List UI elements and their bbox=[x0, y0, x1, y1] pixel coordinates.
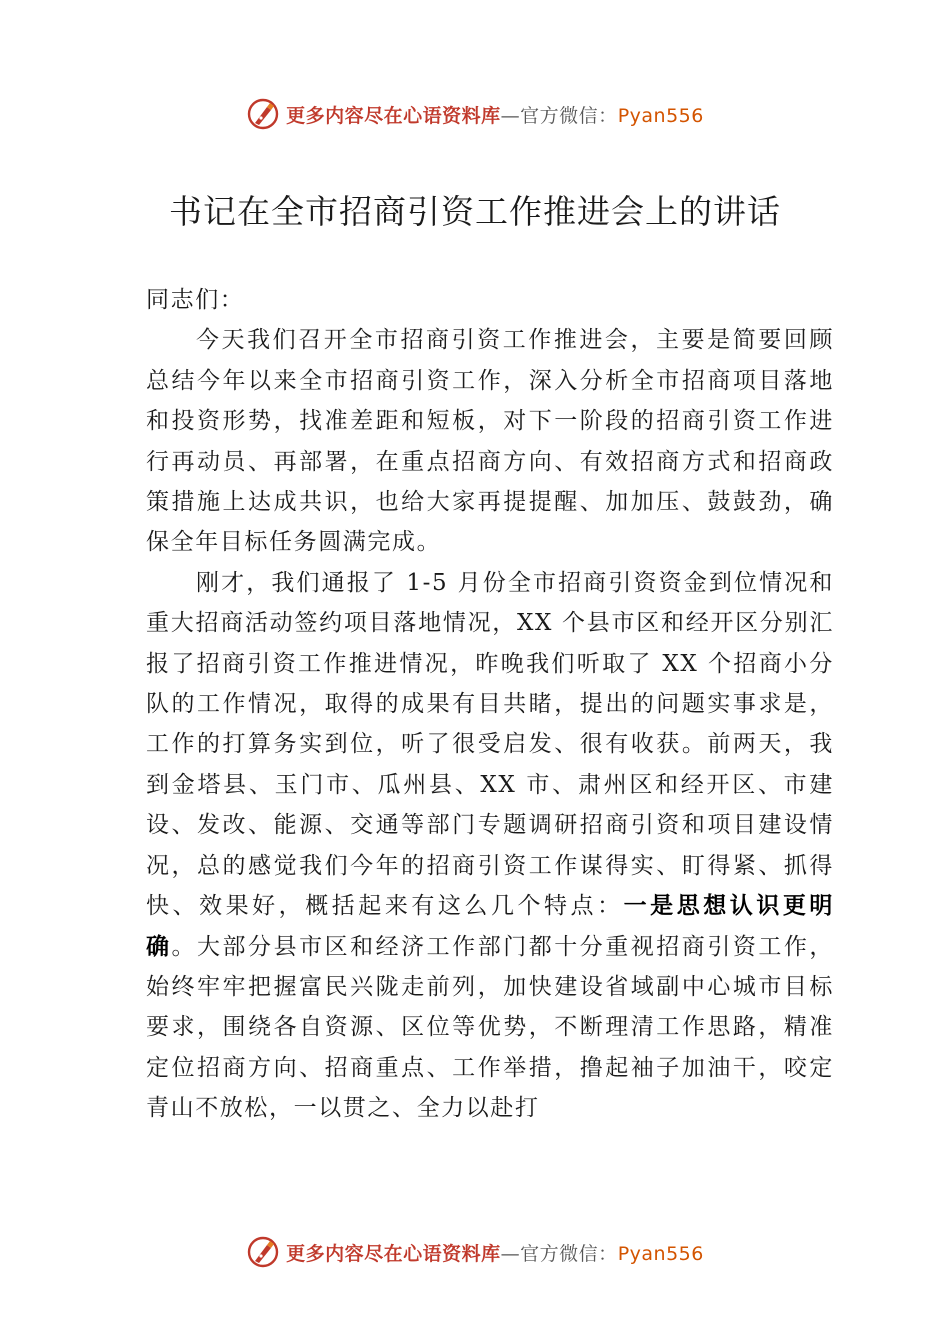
banner-text bbox=[286, 101, 704, 128]
paragraph-2-tail: 。大部分县市区和经济工作部门都十分重视招商引资工作，始终牢牢把握富民兴陇走前列，加快建设省域副中心城市目标要求，围绕各自资源、区位等优势，不断理清工作思路，精准定位招商方向、招商重点、工作举措，撸起袖子加油干，咬定青山不放松，一以贯之、全力以赴打 bbox=[146, 933, 834, 1122]
banner-separator: — bbox=[500, 1242, 521, 1265]
pen-nib-logo-icon bbox=[246, 97, 280, 131]
banner-separator: — bbox=[500, 104, 521, 127]
banner-account: Pyan556 bbox=[617, 1242, 704, 1265]
banner-text bbox=[286, 1239, 704, 1266]
footer-banner bbox=[0, 1232, 950, 1272]
document-body bbox=[146, 280, 834, 1129]
paragraph-2-lead: 刚才，我们通报了 1-5 月份全市招商引资资金到位情况和重大招商活动签约项目落地情况，XX 个县市区和经开区分别汇报了招商引资工作推进情况，昨晚我们听取了 XX 个招商小分队的工作情况，取得的成果有目共睹，提出的问题实事求是，工作的打算务实到位，听了很受启发、很有收获。前两天，我到金塔县、玉门市、瓜州县、XX 市、肃州区和经开区、市建设、发改、能源、交通等部门专题调研招商引资和项目建设情况，总的感觉我们今年的招商引资工作谋得实、盯得紧、抓得快、效果好，概括起来有这么几个特点： bbox=[146, 569, 834, 920]
banner-account: Pyan556 bbox=[617, 104, 704, 127]
header-banner bbox=[0, 94, 950, 134]
banner-wechat-label: 官方微信： bbox=[520, 104, 618, 127]
banner-wechat-label: 官方微信： bbox=[520, 1242, 618, 1265]
paragraph-2-bold-point: 一是思想认识更明确 bbox=[146, 892, 834, 960]
salutation: 同志们： bbox=[146, 287, 245, 313]
paragraph-2 bbox=[146, 563, 834, 1129]
banner-site: 更多内容尽在心语资料库 bbox=[286, 104, 501, 127]
document-title: 书记在全市招商引资工作推进会上的讲话 bbox=[169, 192, 781, 231]
pen-nib-logo-icon bbox=[246, 1235, 280, 1269]
paragraph-1: 今天我们召开全市招商引资工作推进会，主要是简要回顾总结今年以来全市招商引资工作，深入分析全市招商项目落地和投资形势，找准差距和短板，对下一阶段的招商引资工作进行再动员、再部署，在重点招商方向、有效招商方式和招商政策措施上达成共识，也给大家再提提醒、加加压、鼓鼓劲，确保全年目标任务圆满完成。 bbox=[146, 327, 834, 556]
banner-site: 更多内容尽在心语资料库 bbox=[286, 1242, 501, 1265]
